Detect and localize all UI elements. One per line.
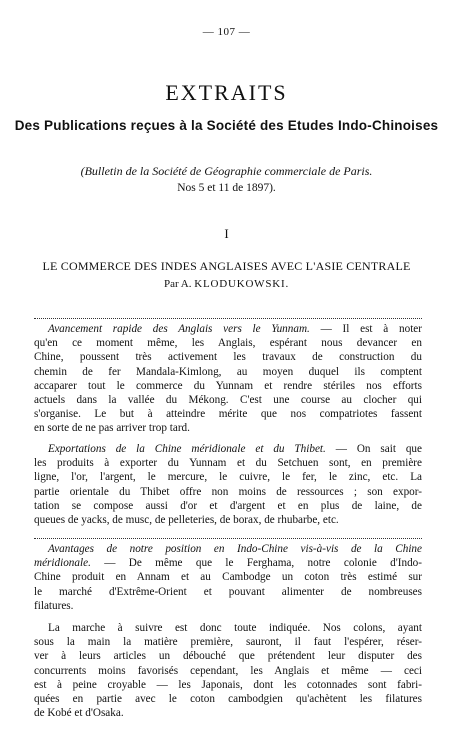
text-line: ligne, l'or, l'argent, le mercure, le cuivre, le fer, le zinc, etc. La <box>34 471 422 484</box>
text-line: s'organise. Le but à atteindre mérite que nos compatriotes fassent <box>34 408 422 421</box>
text-line: Chine, poussent très activement les travaux de construction du <box>34 351 422 364</box>
text-line <box>34 322 422 336</box>
line-rest: — On sait que <box>325 443 422 455</box>
page-title: EXTRAITS <box>165 80 288 105</box>
text-line: chemin de fer Mandala-Kimlong, au moyen duquel ils comptent <box>34 365 422 378</box>
text-line: les produits à exporter du Yunnam et du Setchuen sont, en première <box>34 457 422 470</box>
paragraph-avancement <box>34 322 422 436</box>
text-line: actuels dans la vallée du Mékong. C'est une course au clocher qui <box>34 393 422 406</box>
text-line <box>34 556 422 570</box>
text-line: tation se compose aussi d'or et d'argent et en plus de laine, de <box>34 499 422 512</box>
author-prefix: Par A. <box>163 278 192 290</box>
italic-lead: Avancement rapide des Anglais vers le Yunnam. <box>48 323 310 335</box>
author-line <box>0 278 453 290</box>
text-line <box>34 542 422 556</box>
section-number: I <box>224 226 229 241</box>
text-line <box>34 442 422 456</box>
text-line: La marche à suivre est donc toute indiquée. Nos colons, ayant <box>48 622 422 634</box>
italic-lead: Exportations de la Chine méridionale et du Thibet. <box>48 443 326 455</box>
line-rest: — Il est à noter <box>309 323 422 335</box>
text-line: accaparer tout le commerce du Yunnam et rendre stériles nos efforts <box>34 379 422 392</box>
text-line: en sorte de ne pas arriver trop tard. <box>34 422 190 435</box>
paragraph-marche <box>34 621 422 720</box>
line-rest: — De même que le Ferghama, notre colonie d'Indo- <box>90 557 422 570</box>
source-issue-numbers <box>0 182 453 194</box>
author-name: KLODUKOWSKI. <box>194 278 290 290</box>
text-line: partie orientale du Thibet offre non moins de ressources ; son expor- <box>34 485 422 498</box>
italic-lead: méridionale. <box>34 557 91 570</box>
text-line: ver à leurs articles un débouché que prétendent leur disputer des <box>34 650 422 663</box>
page-subtitle: Des Publications reçues à la Société des Etudes Indo-Chinoises <box>14 118 439 133</box>
text-line: Chine produit en Annam et au Cambodge un coton très estimé sur <box>34 571 422 584</box>
paragraph-avantages <box>34 542 422 613</box>
text-line: sous la main la matière première, sauront, il faut l'espérer, réser- <box>34 636 422 649</box>
text-line: est à peine croyable — les Japonais, dont les cotonnades sont fabri- <box>34 678 422 691</box>
article-heading: LE COMMERCE DES INDES ANGLAISES AVEC L'ASIE CENTRALE <box>42 259 411 273</box>
text-line: concurrents moins favorisés cependant, les Anglais et même — ceci <box>34 664 422 677</box>
text-line: filatures. <box>34 599 74 612</box>
text-line: quées en partie avec le coton cambodgien qu'achètent les filatures <box>34 692 422 705</box>
text-line: de Kobé et d'Osaka. <box>34 707 124 720</box>
dotted-divider <box>34 538 422 539</box>
text-line: queues de yacks, de musc, de pelleteries, de borax, de rhubarbe, etc. <box>34 513 339 526</box>
page-number: — 107 — <box>202 26 251 38</box>
italic-lead: Avantages de notre position en Indo-Chine vis-à-vis de la Chine <box>48 543 422 555</box>
source-issue-numbers-text: Nos 5 et 11 de 1897). <box>177 182 276 194</box>
paragraph-exportations <box>34 442 422 527</box>
text-line: le marché d'Extrême-Orient et pouvant alimenter de nombreuses <box>34 585 422 598</box>
dotted-divider <box>34 318 422 319</box>
source-citation: (Bulletin de la Société de Géographie commerciale de Paris. <box>80 164 373 178</box>
text-line: qu'en ce moment même, les Anglais, espérant nous devancer en <box>34 337 422 350</box>
